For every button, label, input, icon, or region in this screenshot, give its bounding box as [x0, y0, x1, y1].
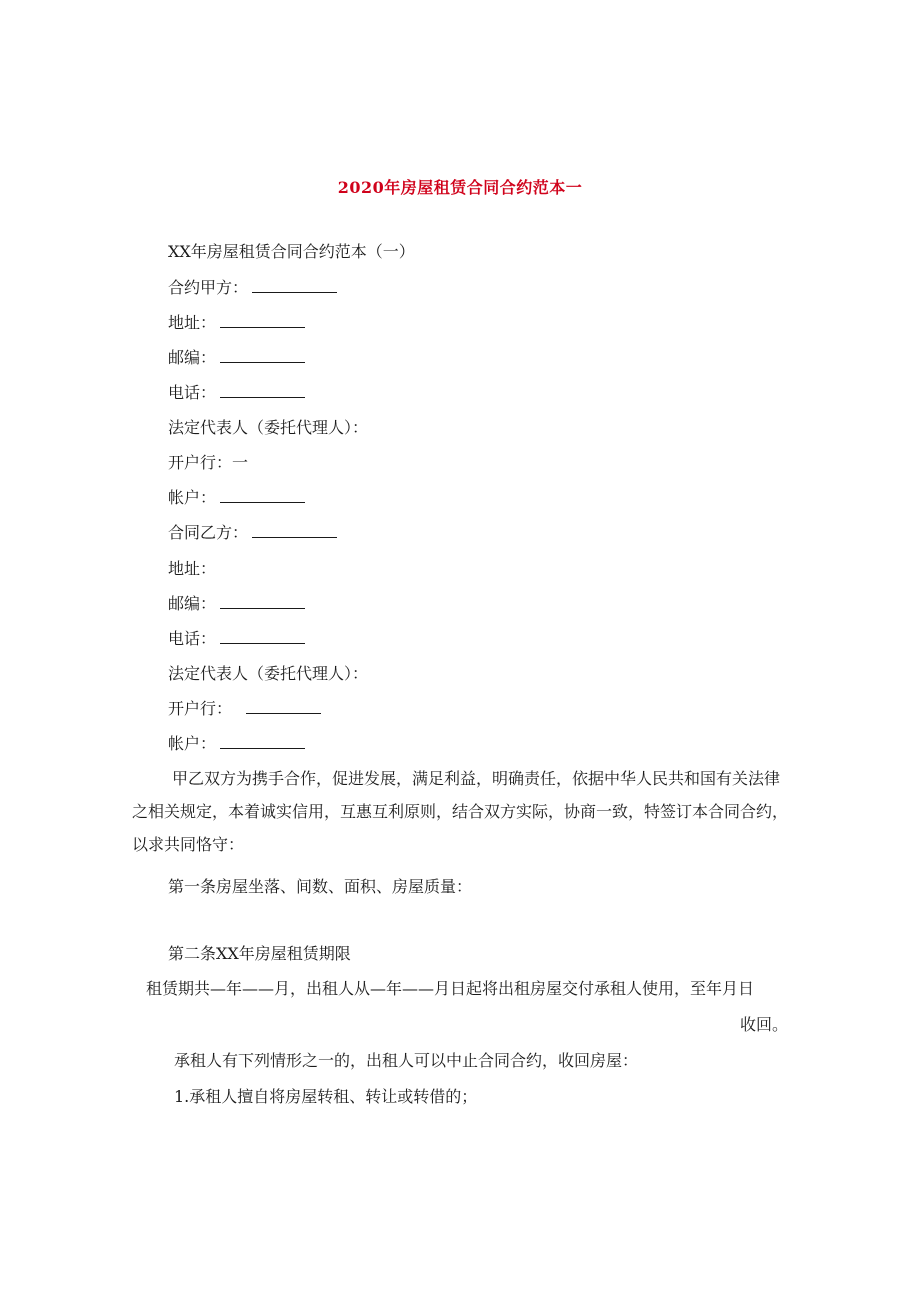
contract-subtitle: XX年房屋租赁合同合约范本（一）	[168, 242, 415, 261]
party-a-blank	[252, 278, 337, 293]
party-b-representative-line: 法定代表人（委托代理人）：	[168, 664, 369, 683]
party-a-address-label: 地址：	[168, 313, 217, 332]
party-b-phone-blank	[220, 629, 305, 644]
party-b-phone-line	[168, 629, 305, 649]
party-b-phone-label: 电话：	[168, 629, 217, 648]
party-b-bank-label: 开户行：	[168, 699, 233, 718]
party-b-line	[168, 523, 337, 543]
party-b-account-label: 帐户：	[168, 734, 217, 753]
party-a-account-line	[168, 488, 305, 508]
party-b-bank-line	[168, 699, 321, 719]
preamble-paragraph	[132, 762, 792, 861]
party-a-phone-label: 电话：	[168, 383, 217, 402]
party-a-postcode-line	[168, 348, 305, 368]
party-a-representative-line: 法定代表人（委托代理人）：	[168, 418, 369, 437]
party-b-label: 合同乙方：	[168, 523, 249, 542]
party-a-phone-line	[168, 383, 305, 403]
party-b-postcode-blank	[220, 594, 305, 609]
party-a-label: 合约甲方：	[168, 278, 249, 297]
termination-intro: 承租人有下列情形之一的，出租人可以中止合同合约，收回房屋：	[174, 1051, 639, 1070]
party-b-account-blank	[220, 734, 305, 749]
lease-term-text: 租赁期共—年——月，出租人从—年——月日起将出租房屋交付承租人使用，至年月日	[146, 979, 755, 998]
party-b-address-line: 地址：	[168, 559, 217, 578]
party-a-account-blank	[220, 488, 305, 503]
party-b-bank-blank	[246, 699, 321, 714]
party-a-bank-line: 开户行：一	[168, 453, 249, 472]
party-a-address-blank	[220, 313, 305, 328]
party-a-phone-blank	[220, 383, 305, 398]
party-a-line	[168, 278, 337, 298]
lease-term-return: 收回。	[739, 1015, 788, 1034]
party-b-postcode-line	[168, 594, 305, 614]
article-2: 第二条XX年房屋租赁期限	[168, 944, 351, 963]
party-a-account-label: 帐户：	[168, 488, 217, 507]
termination-item-1: 1.承租人擅自将房屋转租、转让或转借的；	[174, 1087, 478, 1106]
document-title: 2020年房屋租赁合同合约范本一	[337, 178, 583, 197]
party-a-postcode-label: 邮编：	[168, 348, 217, 367]
party-a-postcode-blank	[220, 348, 305, 363]
party-b-blank	[252, 523, 337, 538]
article-1: 第一条房屋坐落、间数、面积、房屋质量：	[168, 877, 473, 896]
preamble-text: 甲乙双方为携手合作，促进发展，满足利益，明确责任，依据中华人民共和国有关法律之相关规定，本着诚实信用，互惠互利原则，结合双方实际，协商一致，特签订本合同合约，以求共同恪守：	[132, 769, 789, 854]
party-b-postcode-label: 邮编：	[168, 594, 217, 613]
party-a-address-line	[168, 313, 305, 333]
party-b-account-line	[168, 734, 305, 754]
